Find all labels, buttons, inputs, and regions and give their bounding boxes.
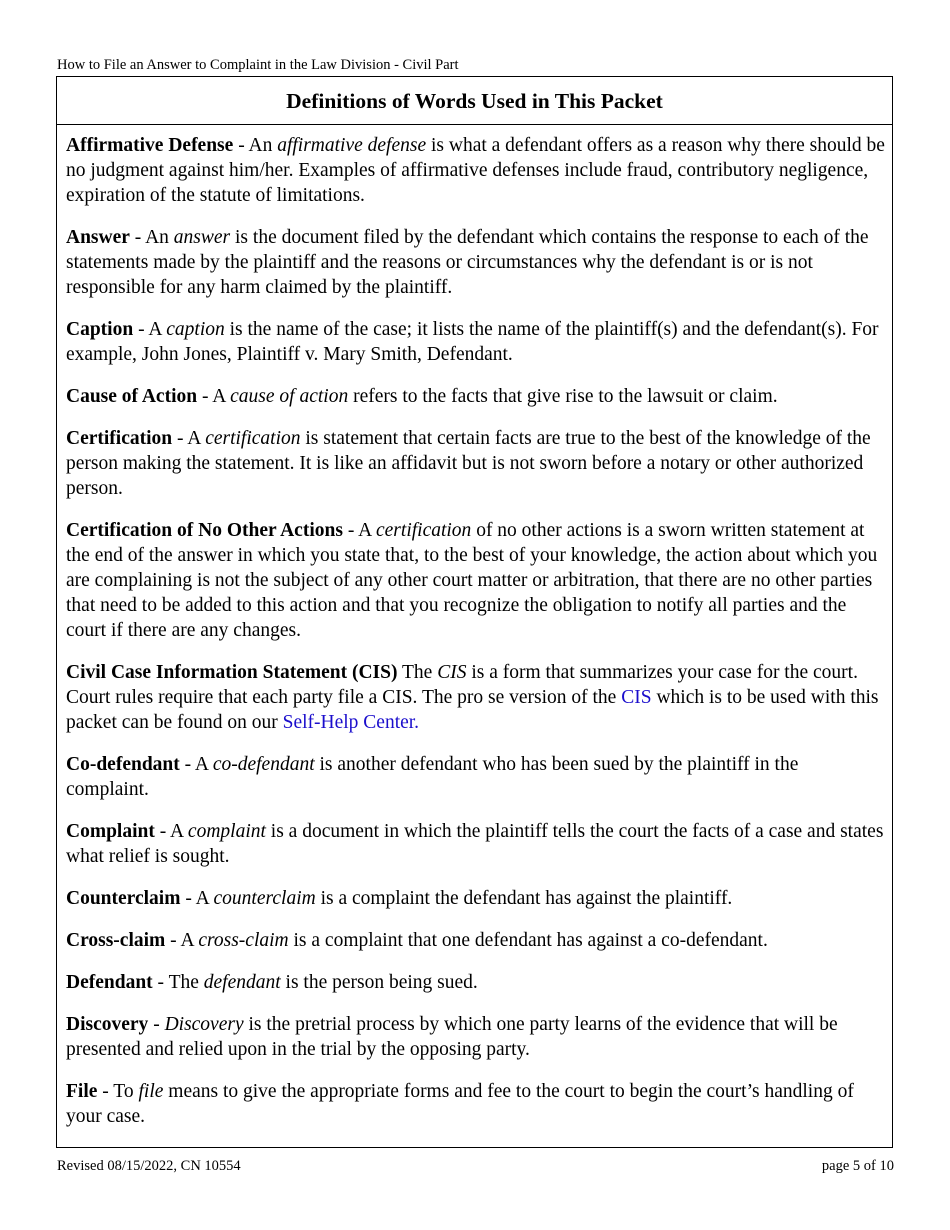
cis-form-link[interactable]: CIS [621, 687, 652, 708]
definition-text: is the document filed by the defendant which contains the response to each of the statements made by the plaintiff and the reasons or circumstances why the defendant is or is not responsible for any harm claimed by the plaintiff. [66, 227, 869, 298]
definition-emphasis: certification [205, 428, 301, 449]
definition-term: Counterclaim [66, 888, 181, 909]
definition-emphasis: co-defendant [212, 754, 315, 775]
revision-note: Revised 08/15/2022, CN 10554 [57, 1158, 241, 1174]
definition-term: Civil Case Information Statement (CIS) [66, 662, 398, 683]
definition-emphasis: caption [166, 319, 225, 340]
definition-separator: - A [197, 386, 231, 407]
definition-text: is the person being sued. [280, 972, 478, 993]
definition-text: is a complaint that one defendant has against a co-defendant. [288, 930, 768, 951]
definition-co-defendant [66, 752, 886, 802]
definition-emphasis: Discovery [164, 1014, 244, 1035]
running-header: How to File an Answer to Complaint in the Law Division - Civil Part [57, 57, 459, 73]
definition-separator: - An [129, 227, 174, 248]
definition-affirmative-defense [66, 133, 886, 208]
definition-text: of no other actions is a sworn written statement at the end of the answer in which you state that, to the best of your knowledge, the action about which you are complaining is not the subject of any other court matter or arbitration, that there are no other parties that need to be added to this action and that you recognize the obligation to notify all parties and the court if there are any changes. [66, 520, 878, 641]
definition-text: refers to the facts that give rise to the lawsuit or claim. [348, 386, 778, 407]
definition-separator: - A [133, 319, 167, 340]
definition-answer [66, 225, 886, 300]
definition-emphasis: certification [376, 520, 472, 541]
definition-separator: The [397, 662, 438, 683]
definition-complaint [66, 819, 886, 869]
definition-emphasis: file [138, 1081, 164, 1102]
definition-emphasis: complaint [187, 821, 266, 842]
definition-separator: - A [342, 520, 376, 541]
definition-text: is what a defendant offers as a reason why there should be no judgment against him/her. Examples of affirmative defenses include fraud, contributory negligence, expiration of the statute of limitations. [66, 135, 885, 206]
definition-term: Discovery [66, 1014, 149, 1035]
definition-term: Answer [66, 227, 130, 248]
definition-separator: - To [97, 1081, 139, 1102]
definition-term: Co-defendant [66, 754, 180, 775]
definition-emphasis: counterclaim [213, 888, 316, 909]
definition-caption [66, 317, 886, 367]
definition-emphasis: cross-claim [198, 930, 289, 951]
definition-discovery [66, 1012, 886, 1062]
definition-term: Complaint [66, 821, 155, 842]
definition-text: is a complaint the defendant has against the plaintiff. [315, 888, 733, 909]
page-number: page 5 of 10 [821, 1158, 894, 1174]
definitions-box [56, 76, 893, 1148]
definition-text: is a form that summarizes your case for the court. Court rules require that each party file a CIS. The pro se version of the [66, 662, 858, 708]
definition-term: Affirmative Defense [66, 135, 234, 156]
definition-text: is the pretrial process by which one party learns of the evidence that will be presented and relied upon in the trial by the opposing party. [66, 1014, 838, 1060]
definition-defendant [66, 970, 886, 995]
definition-separator: - The [152, 972, 204, 993]
definition-text: is statement that certain facts are true to the best of the knowledge of the person making the statement. It is like an affidavit but is not sworn before a notary or other authorized person. [66, 428, 871, 499]
definition-file [66, 1079, 886, 1129]
definition-emphasis: defendant [203, 972, 281, 993]
definition-separator: - A [165, 930, 199, 951]
definition-emphasis: CIS [437, 662, 467, 683]
definitions-list [57, 125, 892, 1129]
definition-separator: - An [233, 135, 278, 156]
self-help-center-link[interactable]: Self-Help Center. [282, 712, 420, 733]
definition-civil-case-information-statement [66, 660, 886, 735]
definition-term: Certification [66, 428, 173, 449]
definition-text: means to give the appropriate forms and fee to the court to begin the court’s handling of your case. [66, 1081, 854, 1127]
definition-term: Caption [66, 319, 134, 340]
definition-term: Certification of No Other Actions [66, 520, 343, 541]
definition-separator: - A [172, 428, 206, 449]
definition-term: File [66, 1081, 98, 1102]
definition-term: Defendant [66, 972, 153, 993]
definition-emphasis: affirmative defense [277, 135, 427, 156]
definition-term: Cross-claim [66, 930, 166, 951]
definition-emphasis: cause of action [230, 386, 349, 407]
definition-text: is another defendant who has been sued by the plaintiff in the complaint. [66, 754, 799, 800]
definition-separator: - A [179, 754, 213, 775]
definition-certification-no-other-actions [66, 518, 886, 643]
definition-counterclaim [66, 886, 886, 911]
definition-cause-of-action [66, 384, 886, 409]
definition-certification [66, 426, 886, 501]
definition-term: Cause of Action [66, 386, 198, 407]
definition-separator: - [148, 1014, 165, 1035]
box-title: Definitions of Words Used in This Packet [57, 77, 892, 125]
definition-text: is the name of the case; it lists the name of the plaintiff(s) and the defendant(s). For example, John Jones, Plaintiff v. Mary Smith, Defendant. [66, 319, 879, 365]
definition-cross-claim [66, 928, 886, 953]
definition-separator: - A [180, 888, 214, 909]
definition-separator: - A [154, 821, 188, 842]
definition-text: which is to be used with this packet can be found on our [66, 687, 879, 733]
definition-emphasis: answer [173, 227, 231, 248]
definition-text: is a document in which the plaintiff tells the court the facts of a case and states what relief is sought. [66, 821, 884, 867]
